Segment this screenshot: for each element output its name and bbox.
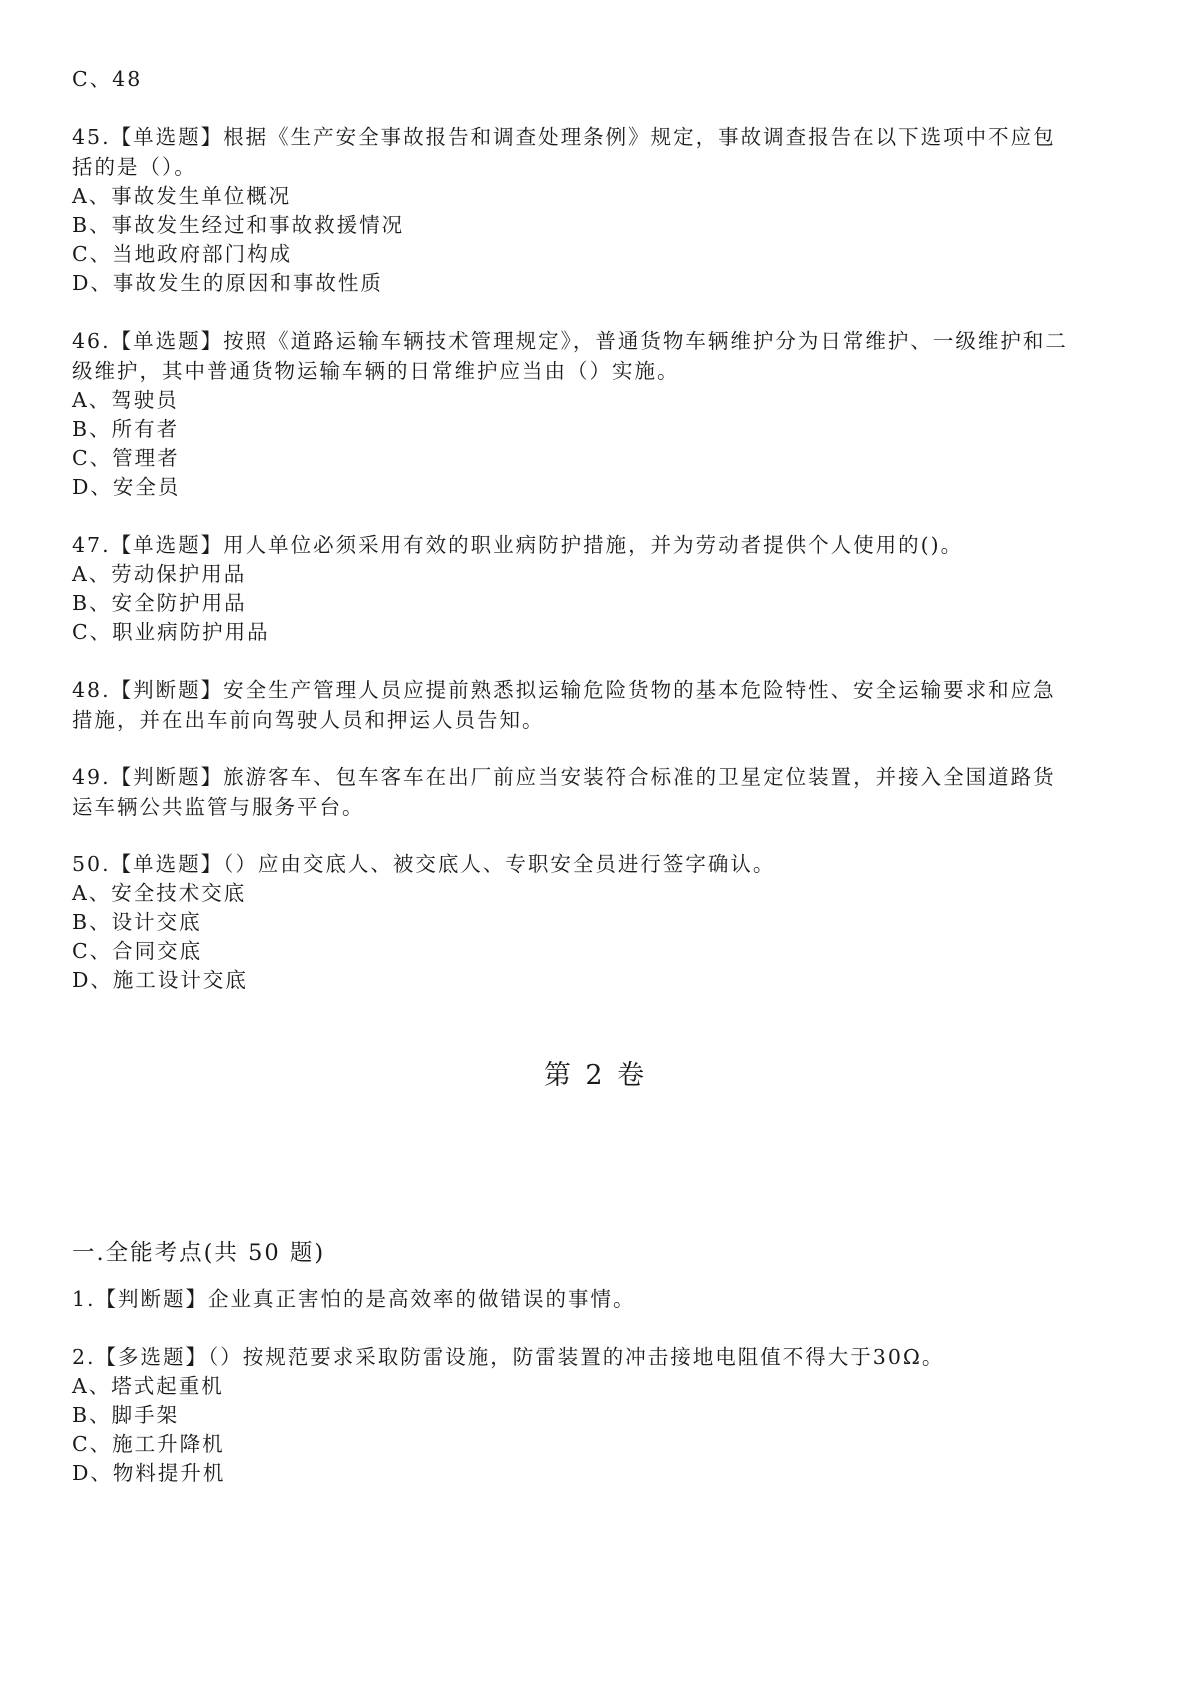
question-48-line-1: 48.【判断题】安全生产管理人员应提前熟悉拟运输危险货物的基本危险特性、安全运输要求和应急: [72, 678, 1056, 702]
option-line: B、事故发生经过和事故救援情况: [72, 213, 405, 237]
section-title: 一.全能考点(共 50 题): [72, 1240, 326, 1266]
question-46-line-2: 级维护，其中普通货物运输车辆的日常维护应当由（）实施。: [72, 359, 680, 383]
option-line: A、安全技术交底: [72, 881, 247, 905]
question-1-line-1: 1.【判断题】企业真正害怕的是高效率的做错误的事情。: [72, 1287, 636, 1311]
question-48-line-2: 措施，并在出车前向驾驶人员和押运人员告知。: [72, 708, 545, 732]
option-line: B、所有者: [72, 417, 180, 441]
volume-title: 第 2 卷: [543, 1060, 648, 1091]
option-line: B、设计交底: [72, 910, 202, 934]
question-50-line-1: 50.【单选题】（）应由交底人、被交底人、专职安全员进行签字确认。: [72, 852, 776, 876]
option-line: C、当地政府部门构成: [72, 242, 293, 266]
question-49-line-2: 运车辆公共监管与服务平台。: [72, 795, 365, 819]
question-2-line-1: 2.【多选题】（）按规范要求采取防雷设施，防雷装置的冲击接地电阻值不得大于30Ω。: [72, 1345, 945, 1369]
option-line: C、职业病防护用品: [72, 620, 270, 644]
option-line: A、劳动保护用品: [72, 562, 247, 586]
option-line: B、安全防护用品: [72, 591, 247, 615]
question-47-line-1: 47.【单选题】用人单位必须采用有效的职业病防护措施，并为劳动者提供个人使用的()。: [72, 533, 964, 557]
question-45-line-1: 45.【单选题】根据《生产安全事故报告和调查处理条例》规定，事故调查报告在以下选项中不应包: [72, 125, 1056, 149]
option-line: D、事故发生的原因和事故性质: [72, 271, 383, 295]
option-line: A、驾驶员: [72, 388, 179, 412]
option-line: C、合同交底: [72, 939, 203, 963]
option-line: A、塔式起重机: [72, 1374, 224, 1398]
option-line: D、安全员: [72, 475, 181, 499]
question-46-line-1: 46.【单选题】按照《道路运输车辆技术管理规定》，普通货物车辆维护分为日常维护、一级维护和二: [72, 329, 1068, 353]
option-line: D、施工设计交底: [72, 968, 248, 992]
option-line: A、事故发生单位概况: [72, 184, 292, 208]
question-49-line-1: 49.【判断题】旅游客车、包车客车在出厂前应当安装符合标准的卫星定位装置，并接入全国道路货: [72, 765, 1056, 789]
option-line: C、施工升降机: [72, 1432, 225, 1456]
option-line: C、48: [72, 67, 143, 91]
question-45-line-2: 括的是（）。: [72, 155, 197, 179]
option-line: D、物料提升机: [72, 1461, 226, 1485]
option-line: C、管理者: [72, 446, 180, 470]
option-line: B、脚手架: [72, 1403, 180, 1427]
